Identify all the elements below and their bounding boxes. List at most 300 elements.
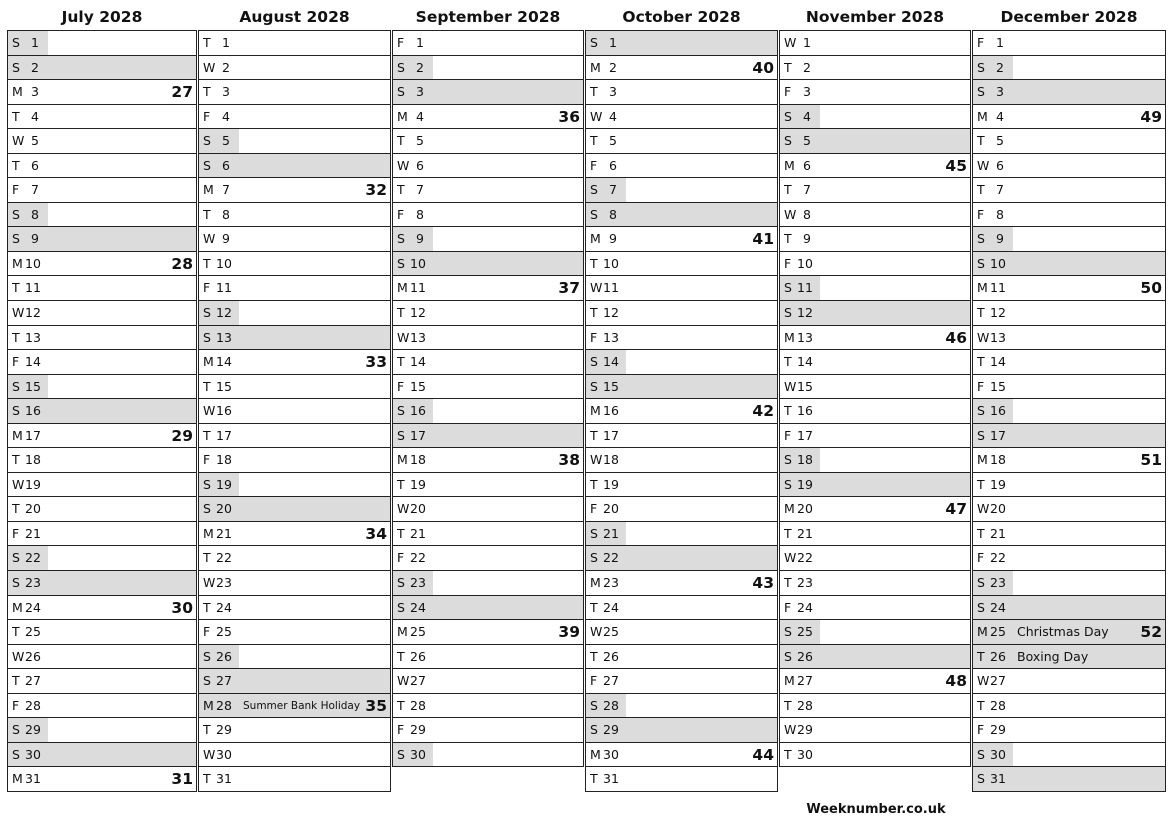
day-number: 27 xyxy=(797,673,813,689)
day-number: 22 xyxy=(410,550,426,566)
weekday-letter: S xyxy=(397,59,405,75)
day-row xyxy=(973,669,1165,694)
weekday-letter: T xyxy=(590,771,598,787)
weekday-letter: F xyxy=(977,35,985,50)
day-number: 23 xyxy=(410,575,426,591)
day-number: 23 xyxy=(990,575,1006,591)
weekday-letter: W xyxy=(977,673,990,689)
weekday-letter: W xyxy=(590,452,603,468)
weekday-letter: S xyxy=(12,231,20,247)
day-number: 26 xyxy=(603,648,619,664)
weekday-letter: M xyxy=(590,59,601,75)
day-row xyxy=(780,375,970,400)
weekday-letter: W xyxy=(397,673,410,689)
day-number: 4 xyxy=(222,108,230,124)
day-number: 12 xyxy=(25,305,41,321)
day-number: 11 xyxy=(797,280,813,296)
day-row xyxy=(393,399,583,424)
weekday-letter: M xyxy=(784,157,795,173)
day-number: 4 xyxy=(609,108,617,124)
weekday-letter: S xyxy=(203,305,211,321)
day-row xyxy=(586,718,777,743)
day-number: 2 xyxy=(996,59,1004,75)
day-row xyxy=(973,448,1165,473)
weekday-letter: T xyxy=(12,280,20,296)
weekday-letter: M xyxy=(203,525,214,541)
day-number: 21 xyxy=(216,525,232,541)
day-row xyxy=(586,448,777,473)
weekday-letter: S xyxy=(977,746,985,762)
day-row xyxy=(393,718,583,743)
day-number: 31 xyxy=(603,771,619,787)
weekday-letter: M xyxy=(203,697,214,713)
day-row xyxy=(199,227,390,252)
day-row xyxy=(393,546,583,571)
day-row xyxy=(586,56,777,81)
day-number: 24 xyxy=(216,599,232,615)
weekday-letter: M xyxy=(590,231,601,247)
weekday-letter: F xyxy=(203,280,211,296)
day-number: 17 xyxy=(216,427,232,443)
weekday-letter: M xyxy=(784,673,795,689)
weekday-letter: M xyxy=(397,452,408,468)
week-number: 27 xyxy=(171,83,193,102)
day-row xyxy=(780,203,970,228)
week-number: 30 xyxy=(171,598,193,617)
weekday-letter: S xyxy=(590,697,598,713)
day-row xyxy=(393,694,583,719)
week-number: 51 xyxy=(1140,451,1162,470)
day-row xyxy=(199,743,390,768)
weekday-letter: M xyxy=(784,329,795,345)
day-number: 7 xyxy=(609,182,617,198)
day-number: 13 xyxy=(216,329,232,345)
day-row xyxy=(199,718,390,743)
day-row xyxy=(8,767,196,792)
day-number: 27 xyxy=(216,673,232,689)
day-number: 28 xyxy=(990,697,1006,713)
day-number: 16 xyxy=(990,403,1006,419)
weekday-letter: F xyxy=(590,157,598,173)
day-row xyxy=(393,301,583,326)
day-row xyxy=(8,227,196,252)
weekday-letter: T xyxy=(784,231,792,247)
weekday-letter: F xyxy=(977,206,985,222)
day-number: 4 xyxy=(996,108,1004,124)
day-number: 19 xyxy=(603,476,619,492)
day-row xyxy=(780,105,970,130)
day-number: 14 xyxy=(410,354,426,370)
weekday-letter: T xyxy=(203,722,211,738)
day-row xyxy=(393,227,583,252)
weekday-letter: W xyxy=(397,329,410,345)
day-row xyxy=(973,276,1165,301)
day-row xyxy=(780,276,970,301)
day-row xyxy=(199,669,390,694)
weekday-letter: T xyxy=(784,746,792,762)
weekday-letter: F xyxy=(977,550,985,566)
day-row xyxy=(393,522,583,547)
day-row xyxy=(780,56,970,81)
weekday-letter: T xyxy=(784,354,792,370)
weekday-letter: S xyxy=(784,476,792,492)
weekday-letter: M xyxy=(12,771,23,787)
week-number: 50 xyxy=(1140,279,1162,298)
weekday-letter: S xyxy=(977,59,985,75)
weekday-letter: S xyxy=(784,280,792,296)
weekday-letter: M xyxy=(977,452,988,468)
day-row xyxy=(780,227,970,252)
weekday-letter: W xyxy=(12,305,25,321)
day-row xyxy=(780,743,970,768)
day-number: 25 xyxy=(216,624,232,640)
day-row xyxy=(8,80,196,105)
weekday-letter: S xyxy=(977,575,985,591)
day-row xyxy=(199,154,390,179)
weekday-letter: T xyxy=(977,648,985,664)
weekday-letter: T xyxy=(203,84,211,100)
day-number: 18 xyxy=(603,452,619,468)
weekday-letter: T xyxy=(590,133,598,149)
day-row xyxy=(8,276,196,301)
day-number: 20 xyxy=(797,501,813,517)
weekday-letter: S xyxy=(203,133,211,149)
weekday-letter: S xyxy=(397,255,405,271)
day-number: 30 xyxy=(216,746,232,762)
day-row xyxy=(199,448,390,473)
weekday-letter: M xyxy=(397,280,408,296)
weekday-letter: W xyxy=(977,501,990,517)
weekday-letter: T xyxy=(590,305,598,321)
day-number: 25 xyxy=(25,624,41,640)
day-row xyxy=(199,178,390,203)
weekday-letter: T xyxy=(977,133,985,149)
day-row xyxy=(199,571,390,596)
day-row xyxy=(199,276,390,301)
weekday-letter: W xyxy=(203,575,216,591)
weekday-letter: S xyxy=(590,35,598,50)
day-number: 25 xyxy=(990,624,1006,640)
day-row xyxy=(780,473,970,498)
weekday-letter: T xyxy=(203,378,211,394)
weekday-letter: S xyxy=(397,427,405,443)
weekday-letter: S xyxy=(590,722,598,738)
weekday-letter: S xyxy=(203,476,211,492)
day-row xyxy=(199,56,390,81)
day-row xyxy=(586,129,777,154)
day-number: 14 xyxy=(603,354,619,370)
day-row xyxy=(586,546,777,571)
day-number: 24 xyxy=(25,599,41,615)
day-number: 13 xyxy=(25,329,41,345)
weekday-letter: T xyxy=(12,452,20,468)
week-number: 41 xyxy=(752,230,774,249)
day-row xyxy=(780,620,970,645)
weekday-letter: M xyxy=(203,354,214,370)
day-number: 1 xyxy=(31,35,39,50)
day-row xyxy=(780,350,970,375)
day-row xyxy=(586,227,777,252)
day-number: 10 xyxy=(797,255,813,271)
weekday-letter: F xyxy=(784,84,792,100)
day-number: 23 xyxy=(797,575,813,591)
day-number: 22 xyxy=(216,550,232,566)
week-number: 34 xyxy=(365,524,387,543)
day-number: 21 xyxy=(25,525,41,541)
weekday-letter: S xyxy=(12,378,20,394)
day-row xyxy=(393,252,583,277)
day-row xyxy=(973,546,1165,571)
weekday-letter: S xyxy=(203,329,211,345)
day-row xyxy=(199,252,390,277)
day-number: 18 xyxy=(797,452,813,468)
weekday-letter: F xyxy=(397,378,405,394)
day-number: 30 xyxy=(25,746,41,762)
day-row xyxy=(8,473,196,498)
weekday-letter: F xyxy=(203,624,211,640)
weekday-letter: W xyxy=(977,157,990,173)
month-title: September 2028 xyxy=(415,8,561,26)
day-row xyxy=(973,252,1165,277)
day-number: 16 xyxy=(797,403,813,419)
day-number: 2 xyxy=(416,59,424,75)
day-row xyxy=(973,154,1165,179)
day-number: 26 xyxy=(990,648,1006,664)
day-number: 29 xyxy=(603,722,619,738)
weekday-letter: T xyxy=(203,771,211,787)
weekday-letter: T xyxy=(397,354,405,370)
day-row xyxy=(199,80,390,105)
day-number: 20 xyxy=(603,501,619,517)
day-row xyxy=(973,301,1165,326)
day-number: 10 xyxy=(603,255,619,271)
weekday-letter: F xyxy=(12,354,20,370)
day-number: 7 xyxy=(222,182,230,198)
weekday-letter: T xyxy=(12,673,20,689)
day-number: 2 xyxy=(609,59,617,75)
week-number: 42 xyxy=(752,402,774,421)
day-number: 17 xyxy=(990,427,1006,443)
day-number: 26 xyxy=(797,648,813,664)
day-row xyxy=(586,326,777,351)
day-row xyxy=(780,718,970,743)
day-number: 26 xyxy=(410,648,426,664)
weekday-letter: F xyxy=(784,599,792,615)
day-row xyxy=(393,178,583,203)
day-row xyxy=(8,203,196,228)
weekday-letter: S xyxy=(397,231,405,247)
day-row xyxy=(199,31,390,56)
day-number: 9 xyxy=(803,231,811,247)
day-number: 27 xyxy=(410,673,426,689)
day-row xyxy=(780,497,970,522)
day-row xyxy=(8,56,196,81)
weekday-letter: S xyxy=(203,501,211,517)
day-number: 7 xyxy=(996,182,1004,198)
day-number: 15 xyxy=(216,378,232,394)
day-number: 6 xyxy=(416,157,424,173)
day-number: 15 xyxy=(410,378,426,394)
day-list xyxy=(779,30,971,767)
day-row xyxy=(973,56,1165,81)
weekday-letter: S xyxy=(590,378,598,394)
day-number: 1 xyxy=(609,35,617,50)
weekday-letter: W xyxy=(784,722,797,738)
weekday-letter: W xyxy=(12,133,25,149)
day-row xyxy=(393,620,583,645)
weekday-letter: T xyxy=(977,182,985,198)
weekday-letter: M xyxy=(977,108,988,124)
day-list xyxy=(198,30,391,792)
weekday-letter: W xyxy=(590,624,603,640)
day-row xyxy=(973,743,1165,768)
weekday-letter: M xyxy=(590,746,601,762)
weekday-letter: W xyxy=(977,329,990,345)
weekday-letter: S xyxy=(12,550,20,566)
weekday-letter: T xyxy=(12,157,20,173)
weekday-letter: T xyxy=(397,133,405,149)
day-number: 22 xyxy=(603,550,619,566)
weekday-letter: T xyxy=(784,575,792,591)
day-row xyxy=(586,669,777,694)
weekday-letter: W xyxy=(12,648,25,664)
day-number: 11 xyxy=(216,280,232,296)
day-row xyxy=(780,129,970,154)
day-number: 7 xyxy=(416,182,424,198)
week-number: 48 xyxy=(945,672,967,691)
day-number: 4 xyxy=(803,108,811,124)
day-number: 8 xyxy=(996,206,1004,222)
day-row xyxy=(8,154,196,179)
weekday-letter: T xyxy=(12,624,20,640)
day-row xyxy=(973,227,1165,252)
day-row xyxy=(586,31,777,56)
day-row xyxy=(393,497,583,522)
day-number: 29 xyxy=(797,722,813,738)
day-row xyxy=(586,522,777,547)
day-number: 28 xyxy=(216,697,232,713)
month-column xyxy=(392,0,584,767)
day-number: 16 xyxy=(603,403,619,419)
weekday-letter: T xyxy=(203,427,211,443)
week-number: 44 xyxy=(752,745,774,764)
weekday-letter: S xyxy=(12,746,20,762)
weekday-letter: S xyxy=(590,525,598,541)
day-list xyxy=(392,30,584,767)
weekday-letter: T xyxy=(12,108,20,124)
weekday-letter: T xyxy=(397,525,405,541)
day-row xyxy=(973,571,1165,596)
day-number: 3 xyxy=(996,84,1004,100)
day-number: 30 xyxy=(797,746,813,762)
month-title: July 2028 xyxy=(61,8,143,26)
day-number: 6 xyxy=(222,157,230,173)
weekday-letter: M xyxy=(590,403,601,419)
day-number: 15 xyxy=(25,378,41,394)
day-row xyxy=(8,571,196,596)
day-row xyxy=(780,80,970,105)
weekday-letter: W xyxy=(784,378,797,394)
weekday-letter: W xyxy=(12,476,25,492)
weekday-letter: M xyxy=(12,599,23,615)
day-row xyxy=(780,546,970,571)
day-number: 26 xyxy=(216,648,232,664)
day-row xyxy=(586,743,777,768)
weekday-letter: T xyxy=(590,255,598,271)
week-number: 32 xyxy=(365,181,387,200)
day-number: 18 xyxy=(410,452,426,468)
day-number: 1 xyxy=(996,35,1004,50)
day-row xyxy=(199,301,390,326)
day-row xyxy=(780,522,970,547)
weekday-letter: T xyxy=(590,476,598,492)
weekday-letter: M xyxy=(784,501,795,517)
day-row xyxy=(586,694,777,719)
day-row xyxy=(8,645,196,670)
weekday-letter: W xyxy=(784,206,797,222)
day-row xyxy=(780,596,970,621)
day-row xyxy=(586,203,777,228)
day-number: 1 xyxy=(222,35,230,50)
day-number: 8 xyxy=(803,206,811,222)
weekday-letter: S xyxy=(784,108,792,124)
weekday-letter: T xyxy=(203,255,211,271)
day-number: 21 xyxy=(990,525,1006,541)
day-row xyxy=(393,473,583,498)
day-number: 27 xyxy=(990,673,1006,689)
day-number: 23 xyxy=(216,575,232,591)
month-title: October 2028 xyxy=(622,8,741,26)
day-number: 31 xyxy=(25,771,41,787)
day-row xyxy=(199,350,390,375)
day-number: 18 xyxy=(216,452,232,468)
weekday-letter: S xyxy=(397,599,405,615)
day-row xyxy=(8,252,196,277)
day-number: 22 xyxy=(797,550,813,566)
day-row xyxy=(586,767,777,792)
weekday-letter: M xyxy=(590,575,601,591)
day-row xyxy=(199,767,390,792)
weekday-letter: F xyxy=(12,697,20,713)
weekday-letter: T xyxy=(12,329,20,345)
day-number: 25 xyxy=(410,624,426,640)
month-column xyxy=(779,0,971,767)
weekday-letter: S xyxy=(784,648,792,664)
day-number: 29 xyxy=(990,722,1006,738)
day-number: 4 xyxy=(31,108,39,124)
day-row xyxy=(393,375,583,400)
day-row xyxy=(199,129,390,154)
day-number: 19 xyxy=(216,476,232,492)
day-row xyxy=(973,473,1165,498)
month-title: August 2028 xyxy=(239,8,350,26)
day-number: 5 xyxy=(31,133,39,149)
day-row xyxy=(780,669,970,694)
day-list xyxy=(585,30,778,792)
day-row xyxy=(973,80,1165,105)
weekday-letter: W xyxy=(397,501,410,517)
day-number: 16 xyxy=(216,403,232,419)
weekday-letter: T xyxy=(397,305,405,321)
day-row xyxy=(8,129,196,154)
weekday-letter: M xyxy=(12,427,23,443)
day-row xyxy=(199,399,390,424)
day-row xyxy=(393,448,583,473)
month-column xyxy=(198,0,391,792)
site-footer-label: Weeknumber.co.uk xyxy=(806,802,946,817)
weekday-letter: S xyxy=(203,157,211,173)
day-number: 11 xyxy=(990,280,1006,296)
